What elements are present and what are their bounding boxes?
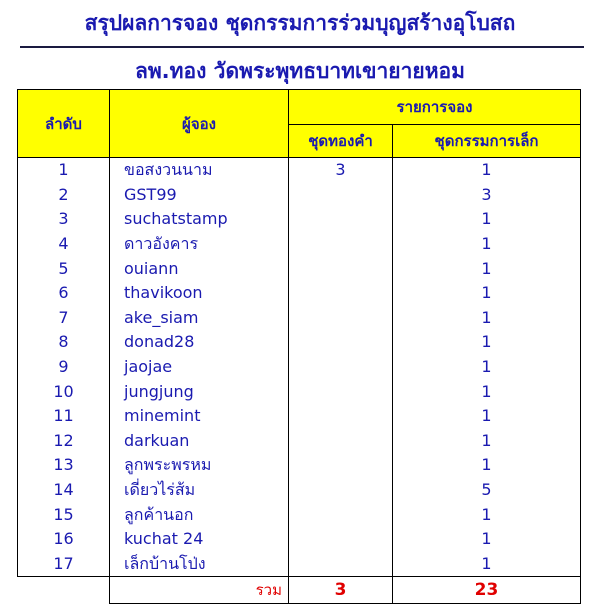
row-number: 1 — [18, 158, 110, 183]
row-small-count: 1 — [393, 429, 581, 454]
row-small-count: 1 — [393, 281, 581, 306]
table-row — [18, 306, 581, 331]
row-name: ake_siam — [110, 306, 289, 331]
row-gold-count: 3 — [289, 158, 393, 183]
row-name: GST99 — [110, 183, 289, 208]
row-number: 2 — [18, 183, 110, 208]
header-no: ลำดับ — [18, 90, 110, 158]
row-small-count: 1 — [393, 527, 581, 552]
row-small-count: 1 — [393, 232, 581, 257]
row-gold-count — [289, 502, 393, 527]
header-small-set: ชุดกรรมการเล็ก — [393, 125, 581, 158]
row-gold-count — [289, 330, 393, 355]
row-number: 6 — [18, 281, 110, 306]
row-gold-count — [289, 232, 393, 257]
row-name: ลูกค้านอก — [110, 502, 289, 527]
row-gold-count — [289, 281, 393, 306]
row-name: เดี่ยวไร่ส้ม — [110, 478, 289, 503]
row-name: darkuan — [110, 429, 289, 454]
row-number: 12 — [18, 429, 110, 454]
table-row — [18, 453, 581, 478]
row-gold-count — [289, 478, 393, 503]
row-gold-count — [289, 183, 393, 208]
row-number: 9 — [18, 355, 110, 380]
row-number: 7 — [18, 306, 110, 331]
table-row — [18, 355, 581, 380]
table-row — [18, 552, 581, 577]
row-gold-count — [289, 404, 393, 429]
row-small-count: 1 — [393, 355, 581, 380]
row-small-count: 1 — [393, 379, 581, 404]
row-small-count: 1 — [393, 502, 581, 527]
row-number: 8 — [18, 330, 110, 355]
table-row — [18, 183, 581, 208]
booking-table — [17, 89, 581, 604]
row-gold-count — [289, 552, 393, 577]
row-small-count: 1 — [393, 453, 581, 478]
row-gold-count — [289, 429, 393, 454]
row-name: donad28 — [110, 330, 289, 355]
table-row — [18, 281, 581, 306]
table-row — [18, 429, 581, 454]
table-body — [18, 158, 581, 577]
row-small-count: 1 — [393, 330, 581, 355]
row-name: ขอสงวนนาม — [110, 158, 289, 183]
row-number: 3 — [18, 207, 110, 232]
total-blank — [18, 577, 110, 604]
row-name: ลูกพระพรหม — [110, 453, 289, 478]
table-row — [18, 232, 581, 257]
row-gold-count — [289, 355, 393, 380]
header-gold-set: ชุดทองคำ — [289, 125, 393, 158]
row-name: jungjung — [110, 379, 289, 404]
row-gold-count — [289, 306, 393, 331]
row-gold-count — [289, 256, 393, 281]
row-number: 4 — [18, 232, 110, 257]
row-small-count: 1 — [393, 158, 581, 183]
row-name: ดาวอังคาร — [110, 232, 289, 257]
total-gold: 3 — [289, 577, 393, 604]
row-gold-count — [289, 453, 393, 478]
row-number: 5 — [18, 256, 110, 281]
row-small-count: 1 — [393, 552, 581, 577]
total-small: 23 — [393, 577, 581, 604]
table-row — [18, 404, 581, 429]
title-divider — [20, 46, 584, 48]
header-name: ผู้จอง — [110, 90, 289, 158]
row-number: 14 — [18, 478, 110, 503]
table-row — [18, 478, 581, 503]
table-row — [18, 502, 581, 527]
row-name: ouiann — [110, 256, 289, 281]
row-number: 10 — [18, 379, 110, 404]
row-name: เล็กบ้านโป่ง — [110, 552, 289, 577]
row-small-count: 5 — [393, 478, 581, 503]
table-row — [18, 379, 581, 404]
row-gold-count — [289, 379, 393, 404]
row-number: 11 — [18, 404, 110, 429]
row-small-count: 1 — [393, 306, 581, 331]
row-small-count: 1 — [393, 404, 581, 429]
page-subtitle: ลพ.ทอง วัดพระพุทธบาทเขายายหอม — [134, 59, 466, 83]
row-number: 15 — [18, 502, 110, 527]
table-row — [18, 330, 581, 355]
row-name: thavikoon — [110, 281, 289, 306]
row-name: minemint — [110, 404, 289, 429]
row-small-count: 3 — [393, 183, 581, 208]
row-number: 13 — [18, 453, 110, 478]
header-booking-group: รายการจอง — [289, 90, 581, 125]
row-gold-count — [289, 207, 393, 232]
table-row — [18, 256, 581, 281]
table-row — [18, 527, 581, 552]
row-number: 17 — [18, 552, 110, 577]
table-row — [18, 207, 581, 232]
row-name: jaojae — [110, 355, 289, 380]
row-name: kuchat 24 — [110, 527, 289, 552]
total-label: รวม — [110, 577, 289, 604]
page-title: สรุปผลการจอง ชุดกรรมการร่วมบุญสร้างอุโบสถ — [84, 11, 516, 35]
row-small-count: 1 — [393, 256, 581, 281]
row-small-count: 1 — [393, 207, 581, 232]
row-name: suchatstamp — [110, 207, 289, 232]
row-number: 16 — [18, 527, 110, 552]
table-row — [18, 158, 581, 183]
row-gold-count — [289, 527, 393, 552]
